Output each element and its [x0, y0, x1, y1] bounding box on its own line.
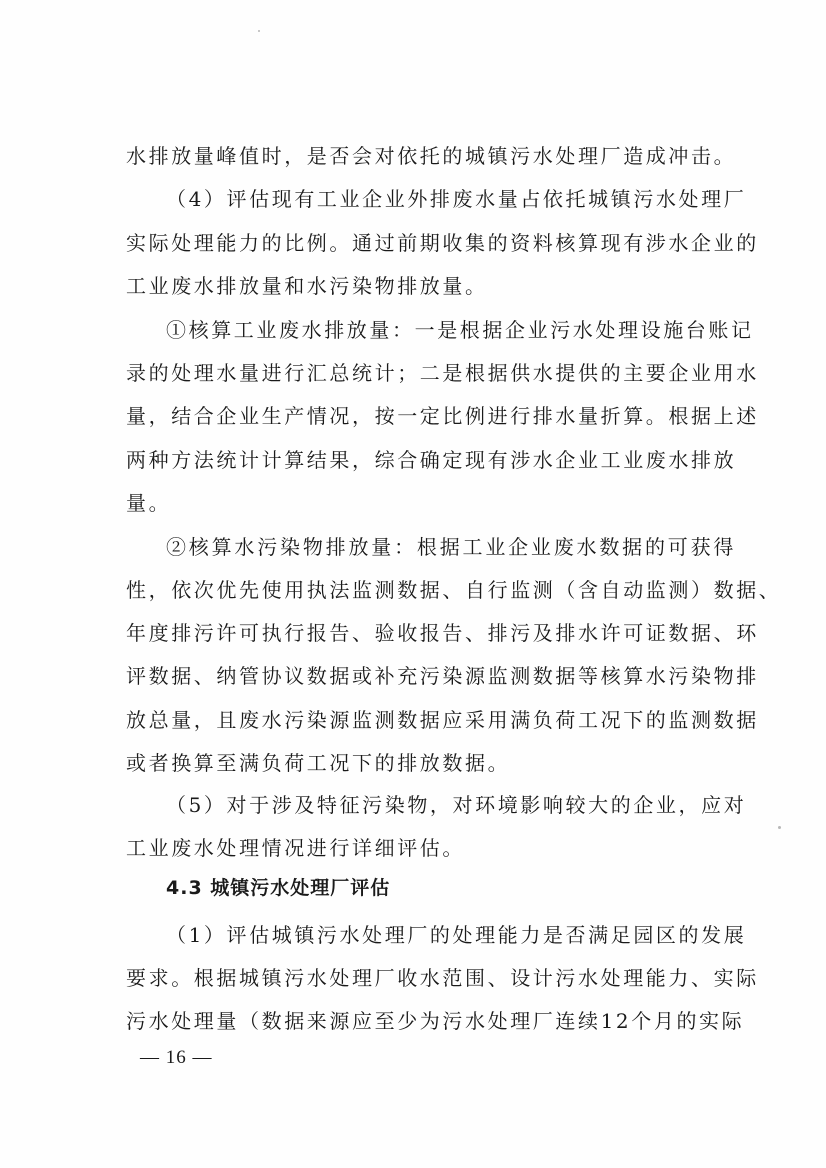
body-text-line: 或者换算至满负荷工况下的排放数据。 [126, 751, 511, 775]
body-text-line: ①核算工业废水排放量：一是根据企业污水处理设施台账记 [166, 318, 754, 342]
body-text-line: 工业废水排放量和水污染物排放量。 [126, 274, 488, 298]
body-text-line: 实际处理能力的比例。通过前期收集的资料核算现有涉水企业的 [126, 231, 759, 255]
scan-speck [778, 826, 781, 829]
body-text-line: 污水处理量（数据来源应至少为污水处理厂连续12个月的实际 [126, 1009, 745, 1033]
body-text-line: （4）评估现有工业企业外排废水量占依托城镇污水处理厂 [166, 187, 747, 211]
scan-speck [258, 30, 260, 32]
body-text-line: 水排放量峰值时，是否会对依托的城镇污水处理厂造成冲击。 [126, 144, 737, 168]
body-text-line: 工业废水处理情况进行详细评估。 [126, 836, 465, 860]
body-text-line: 性，依次优先使用执法监测数据、自行监测（含自动监测）数据、 [126, 578, 782, 602]
body-text-line: （5）对于涉及特征污染物，对环境影响较大的企业，应对 [166, 793, 747, 817]
body-text-line: 要求。根据城镇污水处理厂收水范围、设计污水处理能力、实际 [126, 966, 759, 990]
body-text-line: （1）评估城镇污水处理厂的处理能力是否满足园区的发展 [166, 923, 747, 947]
body-text-line: 量。 [126, 491, 172, 515]
body-text-line: ②核算水污染物排放量：根据工业企业废水数据的可获得 [166, 535, 736, 559]
body-text-line: 量，结合企业生产情况，按一定比例进行排水量折算。根据上述 [126, 404, 759, 428]
page-number: — 16 — [140, 1047, 213, 1068]
body-text-line: 放总量，且废水污染源监测数据应采用满负荷工况下的监测数据 [126, 708, 759, 732]
body-text-line: 年度排污许可执行报告、验收报告、排污及排水许可证数据、环 [126, 621, 759, 645]
section-heading: 4.3 城镇污水处理厂评估 [166, 877, 391, 899]
body-text-line: 录的处理水量进行汇总统计；二是根据供水提供的主要企业用水 [126, 361, 759, 385]
body-text-line: 评数据、纳管协议数据或补充污染源监测数据等核算水污染物排 [126, 664, 759, 688]
body-text-line: 两种方法统计计算结果，综合确定现有涉水企业工业废水排放 [126, 448, 737, 472]
